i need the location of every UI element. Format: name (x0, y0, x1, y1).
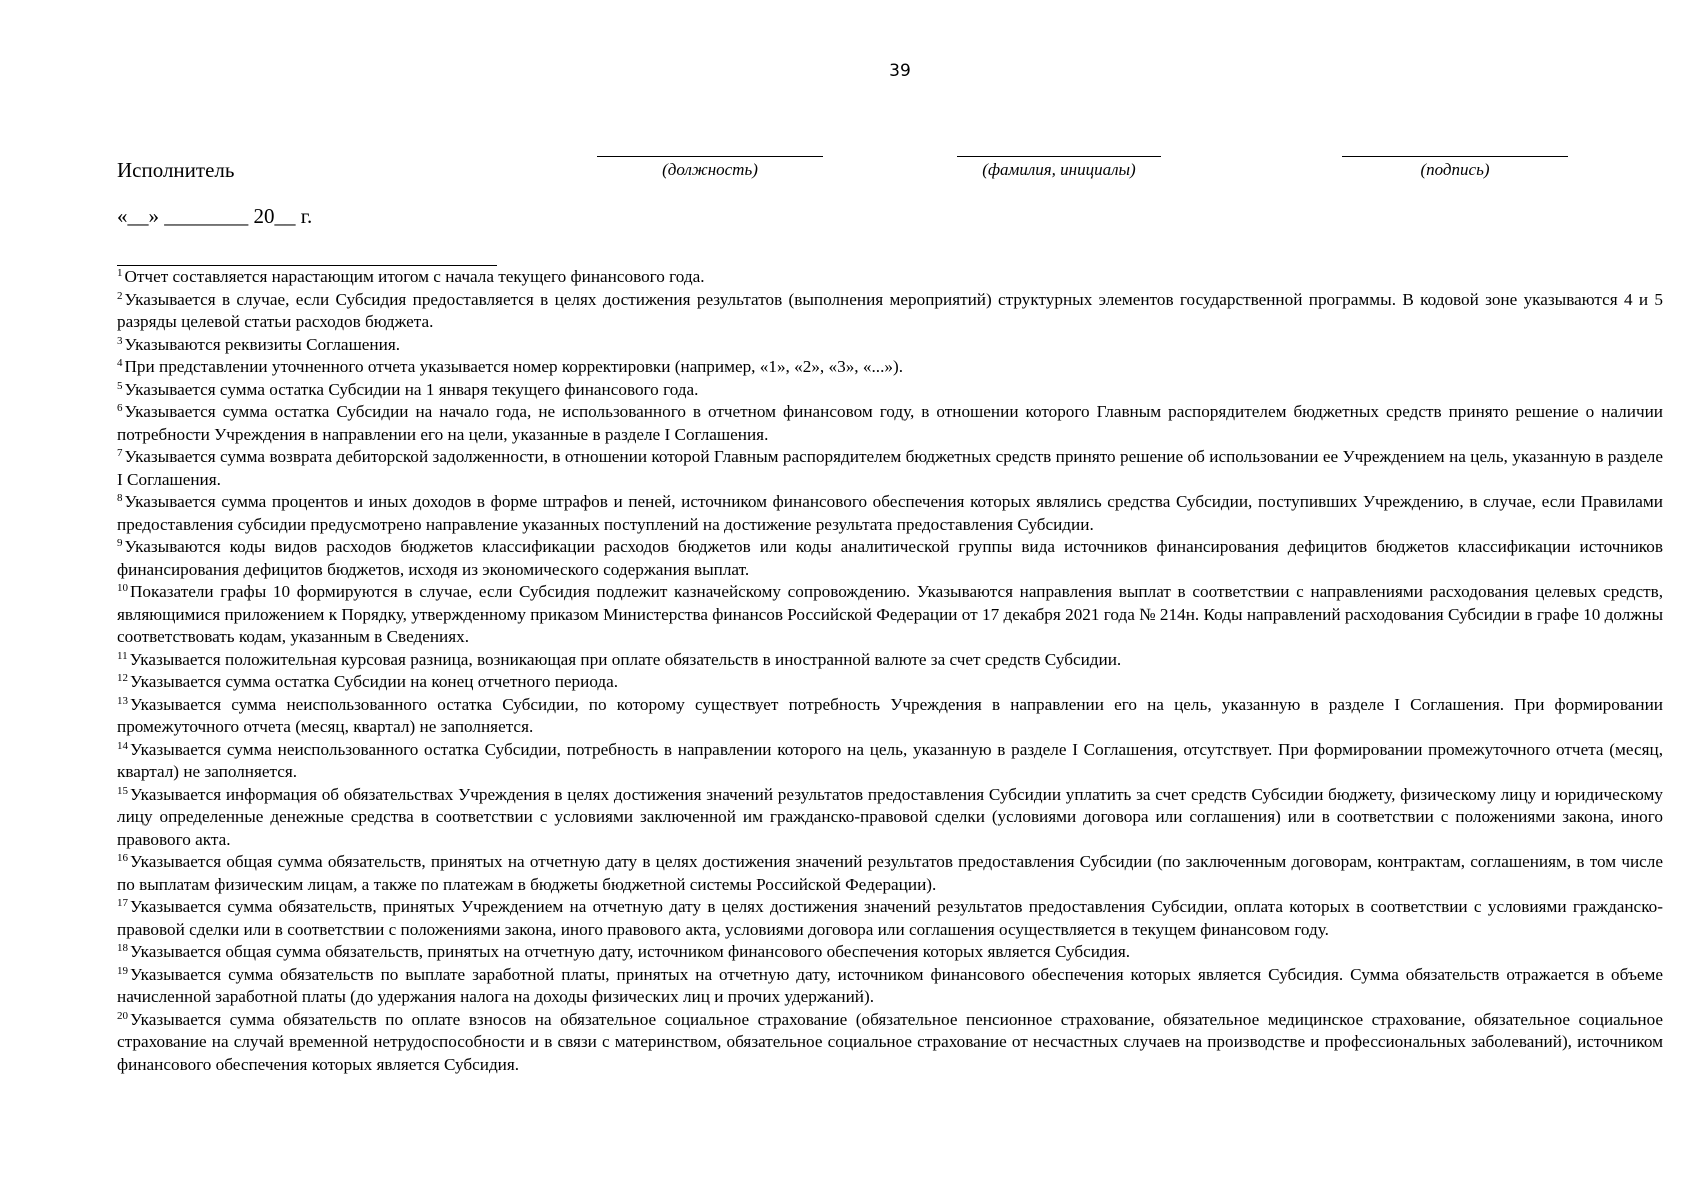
footnote-number: 16 (117, 852, 128, 864)
footnote-2 (117, 289, 1663, 334)
footnote-number: 5 (117, 379, 123, 392)
footnote-number: 7 (117, 447, 123, 459)
footnote-number: 19 (117, 964, 128, 977)
footnote-number: 8 (117, 492, 123, 504)
footnote-number: 12 (117, 672, 128, 684)
footnote-text: Указывается сумма остатка Субсидии на начало года, не использованного в отчетном финансовом году, в отношении которого Главным распорядителем бюджетных средств принято решение о наличии потребности Учреждения в направлении его на цели, указанные в разделе I Соглашения. (117, 402, 1663, 444)
footnote-6 (117, 401, 1663, 446)
footnote-text: Указывается сумма неиспользованного остатка Субсидии, потребность в направлении которого на цель, указанную в разделе I Соглашения, отсутствует. При формировании промежуточного отчета (месяц, квартал) не заполняется. (117, 739, 1663, 781)
footnote-number: 1 (117, 267, 123, 279)
executor-label: Исполнитель (117, 158, 235, 182)
footnote-text: Указывается положительная курсовая разница, возникающая при оплате обязательств в иностранной валюте за счет средств Субсидии. (129, 649, 1122, 669)
footnote-text: Указывается сумма возврата дебиторской задолженности, в отношении которой Главным распорядителем бюджетных средств принято решение об использовании ее Учреждением на цель, указанную в разделе I Соглашения. (117, 447, 1663, 489)
footnote-number: 18 (117, 942, 128, 954)
footnote-text: Указывается сумма неиспользованного остатка Субсидии, по которому существует потребность Учреждения в направлении его на цель, указанную в разделе I Соглашения. При формировании промежуточного отчета (месяц, квартал) не заполняется. (117, 694, 1663, 736)
date-line: «__» ________ 20__ г. (117, 204, 313, 228)
footnote-text: Указывается сумма обязательств, принятых Учреждением на отчетную дату в целях достижения значений результатов предоставления Субсидии, оплата которых в соответствии с условиями гражданско-правовой сделки или в соответствии с положениями закона, иного правового акта, условиями договора или соглашения осуществляется в текущем финансовом году. (117, 897, 1663, 939)
footnote-text: Показатели графы 10 формируются в случае, если Субсидия подлежит казначейскому сопровождению. Указываются направления выплат в соответствии с направлениями расходования целевых средств, являющимися приложением к Порядку, утвержденному приказом Министерства финансов Российской Федерации от 17 декабря 2021 года № 214н. Коды направлений расходования Субсидии в графе 10 должны соответствовать кодам, указанным в Сведениях. (117, 582, 1663, 646)
footnote-number: 20 (117, 1009, 128, 1022)
footnote-text: Указывается сумма обязательств по оплате взносов на обязательное социальное страхование (обязательное пенсионное страхование, обязательное медицинское страхование, обязательное социальное страхование на случай временной нетрудоспособности и в связи с материнством, обязательное социальное страхование от несчастных случаев на производстве и профессиональных заболеваний), источником финансового обеспечения которых является Субсидия. (117, 1009, 1663, 1074)
footnote-15 (117, 784, 1663, 852)
signature-field: (подпись) (1342, 156, 1568, 180)
footnote-3 (117, 334, 1663, 357)
footnote-text: Указывается сумма обязательств по выплате заработной платы, принятых на отчетную дату, источником финансового обеспечения которых является Субсидия. Сумма обязательств отражается в объеме начисленной заработной платы (до удержания налога на доходы физических лиц и прочих удержаний). (117, 964, 1663, 1006)
footnote-number: 2 (117, 289, 123, 302)
page-number: 39 (889, 61, 911, 81)
footnote-9 (117, 536, 1663, 581)
footnote-number: 4 (117, 357, 123, 369)
footnote-text: При представлении уточненного отчета указывается номер корректировки (например, «1», «2», «3», «...»). (124, 357, 904, 376)
footnote-16 (117, 851, 1663, 896)
position-field: (должность) (597, 156, 823, 180)
footnote-14 (117, 739, 1663, 784)
footnote-4 (117, 356, 1663, 379)
footnote-10 (117, 581, 1663, 649)
footnote-5 (117, 379, 1663, 402)
footnote-text: Указывается сумма остатка Субсидии на конец отчетного периода. (130, 672, 619, 691)
footnote-20 (117, 1009, 1663, 1077)
footnote-1 (117, 266, 1663, 289)
footnote-number: 6 (117, 402, 123, 414)
footnote-12 (117, 671, 1663, 694)
footnote-text: Указывается сумма процентов и иных доходов в форме штрафов и пеней, источником финансового обеспечения которых являлись средства Субсидии, поступивших Учреждению, в случае, если Правилами предоставления субсидии предусмотрено направление указанных поступлений на достижение результата предоставления Субсидии. (117, 492, 1663, 534)
footnote-13 (117, 694, 1663, 739)
footnote-text: Указывается общая сумма обязательств, принятых на отчетную дату, источником финансового обеспечения которых является Субсидия. (130, 942, 1131, 961)
footnote-11 (117, 649, 1663, 672)
footnote-number: 13 (117, 694, 128, 707)
footnote-19 (117, 964, 1663, 1009)
footnote-8 (117, 491, 1663, 536)
footnote-text: Отчет составляется нарастающим итогом с начала текущего финансового года. (124, 267, 705, 286)
footnote-number: 17 (117, 897, 128, 909)
name-field: (фамилия, инициалы) (957, 156, 1161, 180)
footnotes (117, 266, 1663, 1076)
footnote-text: Указывается информация об обязательствах Учреждения в целях достижения значений результатов предоставления Субсидии уплатить за счет средств Субсидии бюджету, физическому лицу и юридическому лицу определенные денежные средства в соответствии с условиями заключенной им гражданско-правовой сделки (условиями договора или соглашения) или в соответствии с положениями закона, иного правового акта. (117, 784, 1663, 849)
footnote-7 (117, 446, 1663, 491)
footnote-number: 14 (117, 739, 128, 752)
footnote-text: Указывается сумма остатка Субсидии на 1 января текущего финансового года. (124, 379, 699, 399)
footnote-18 (117, 941, 1663, 964)
footnote-number: 9 (117, 537, 123, 549)
footnote-17 (117, 896, 1663, 941)
footnote-number: 3 (117, 334, 123, 347)
footnote-text: Указывается в случае, если Субсидия предоставляется в целях достижения результатов (выполнения мероприятий) структурных элементов государственной программы. В кодовой зоне указываются 4 и 5 разряды целевой статьи расходов бюджета. (117, 289, 1663, 331)
footnote-number: 10 (117, 582, 128, 594)
footnote-text: Указываются реквизиты Соглашения. (124, 334, 401, 354)
footnote-number: 11 (117, 649, 128, 662)
footnote-text: Указываются коды видов расходов бюджетов классификации расходов бюджетов или коды аналитической группы вида источников финансирования дефицитов бюджетов классификации источников финансирования дефицитов бюджетов, исходя из экономического содержания выплат. (117, 537, 1663, 579)
footnote-text: Указывается общая сумма обязательств, принятых на отчетную дату в целях достижения значений результатов предоставления Субсидии (по заключенным договорам, контрактам, соглашениям, в том числе по выплатам физическим лицам, а также по платежам в бюджеты бюджетной системы Российской Федерации). (117, 852, 1663, 894)
footnote-number: 15 (117, 784, 128, 797)
